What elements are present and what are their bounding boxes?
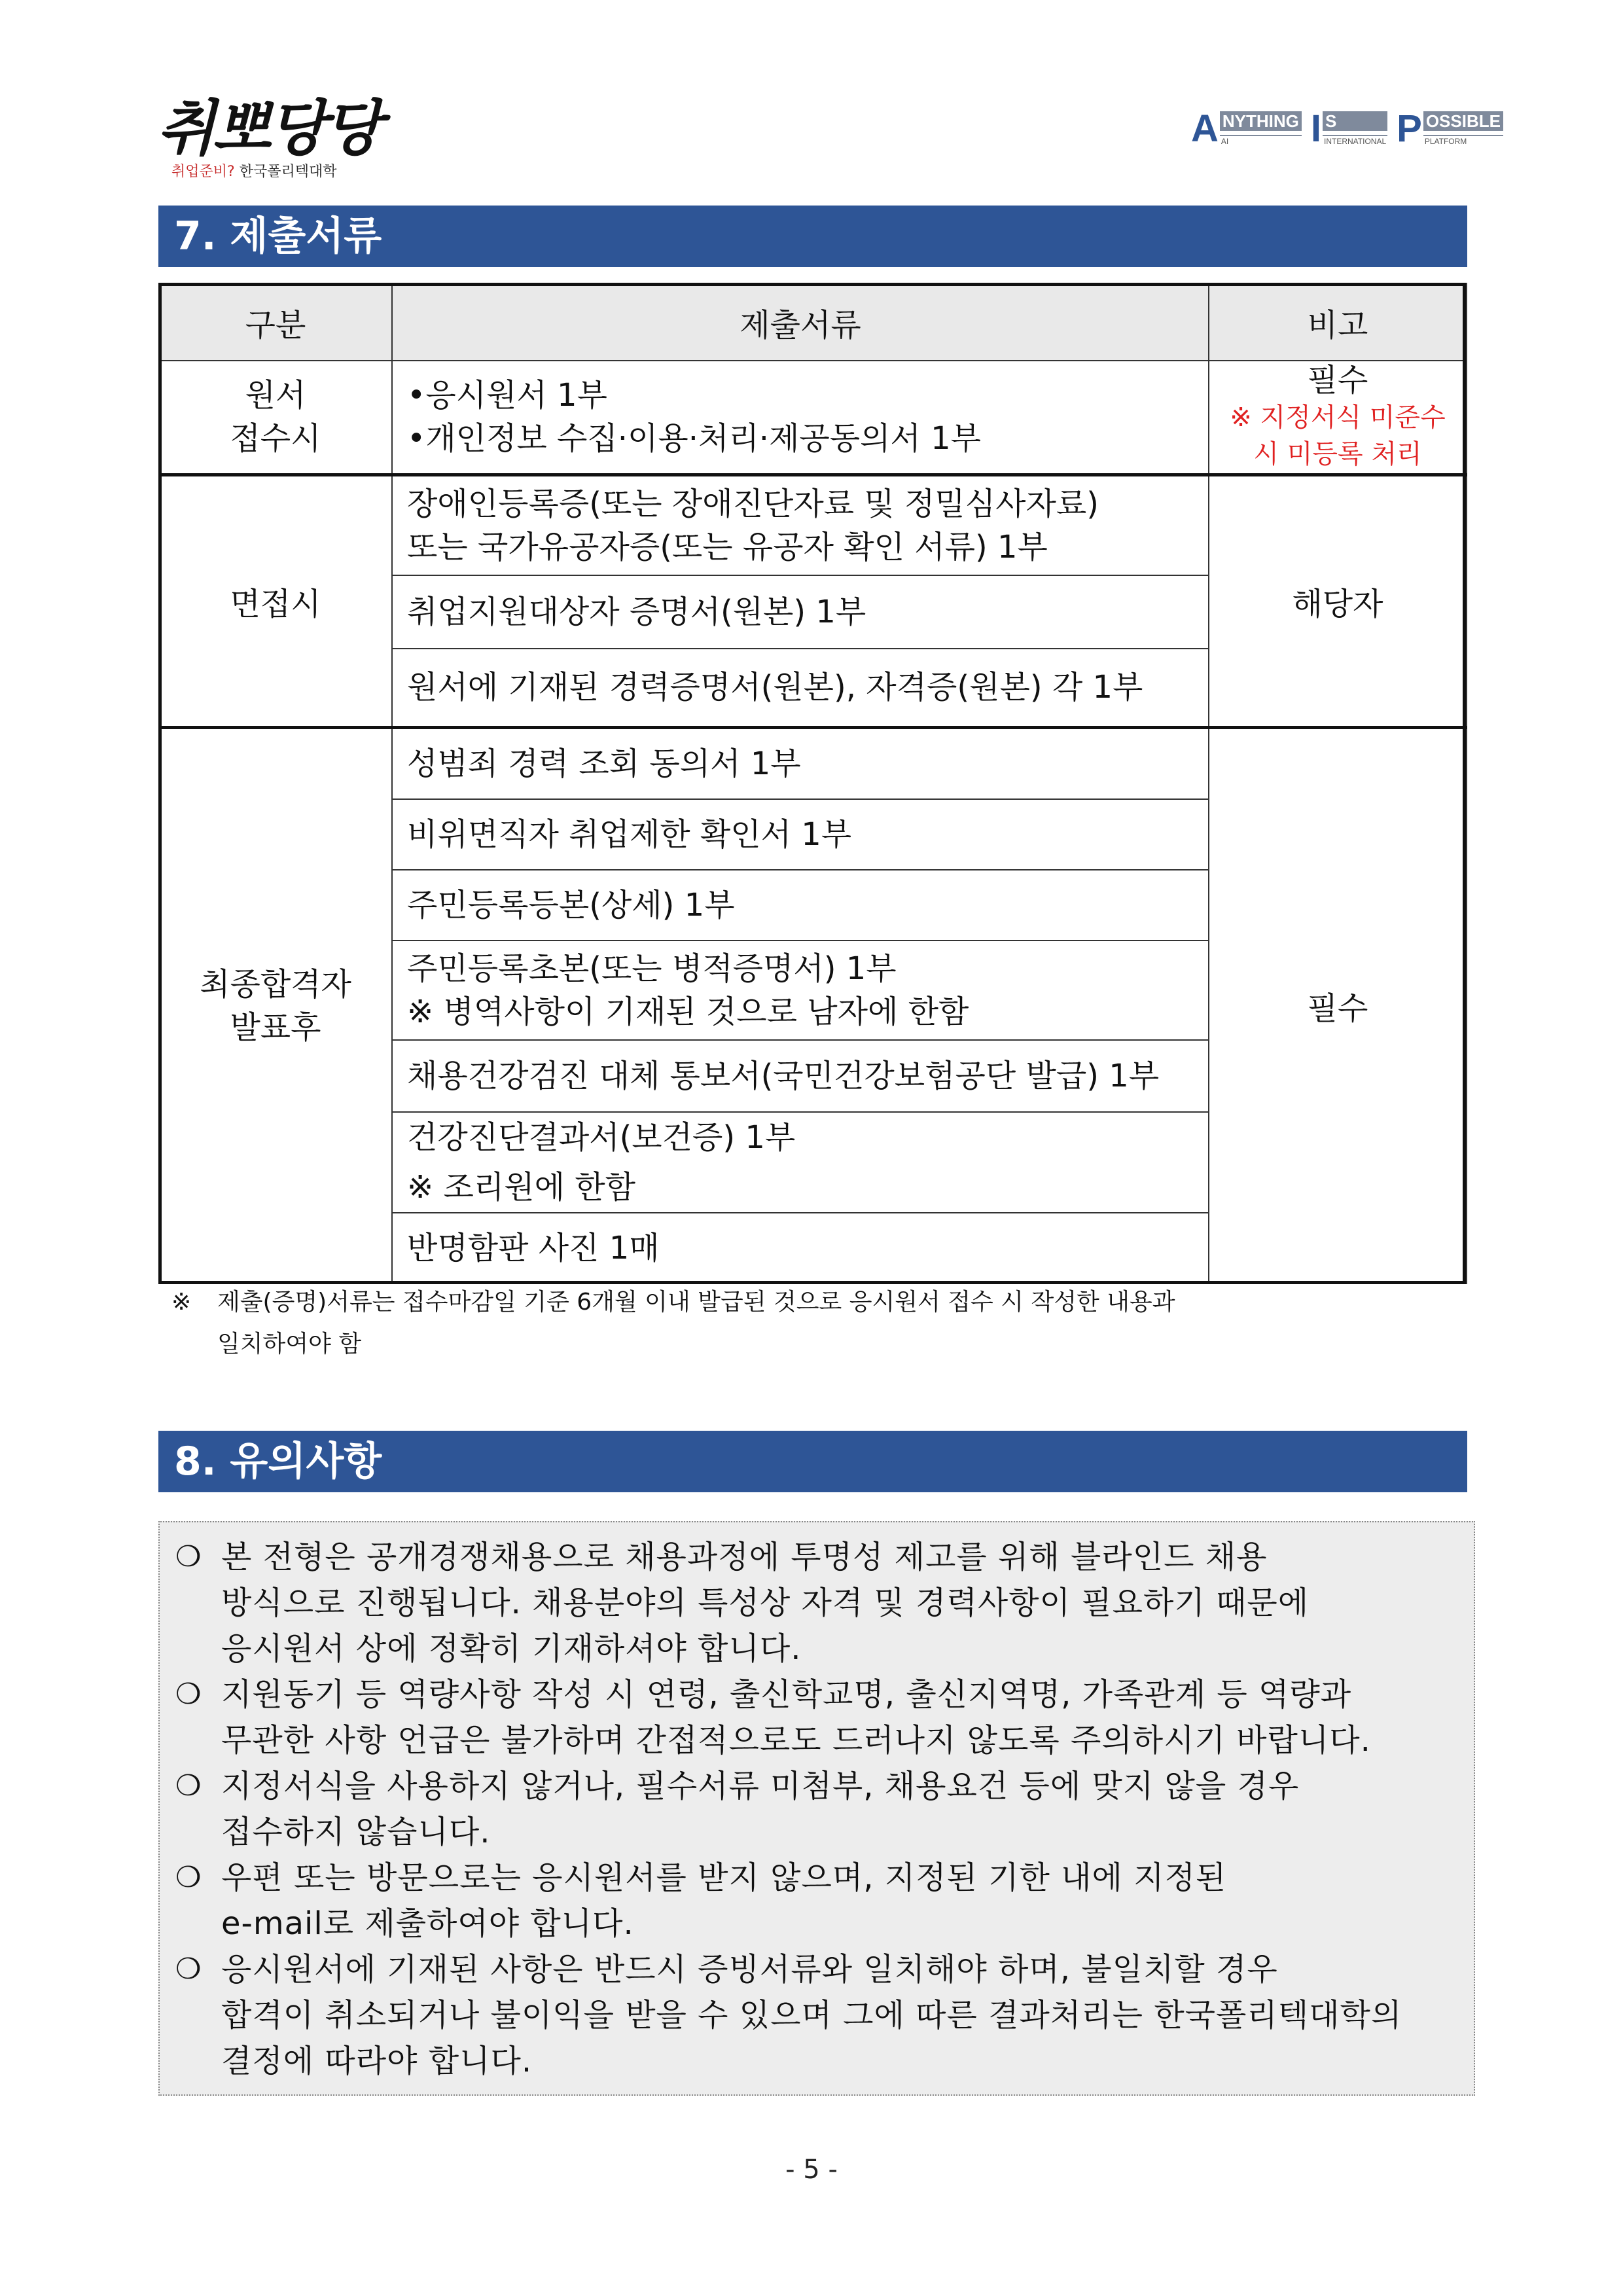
document-cell: 성범죄 경력 조회 동의서 1부: [392, 727, 1209, 799]
notice-line: 응시원서에 기재된 사항은 반드시 증빙서류와 일치해야 하며, 불일치할 경우: [221, 1951, 1278, 1988]
documents-footnote: [171, 1282, 1467, 1365]
notice-line: 접수하지 않습니다.: [221, 1814, 491, 1850]
circle-bullet-icon: ❍: [175, 1861, 202, 1894]
document-line: 주민등록초본(또는 병적증명서) 1부: [407, 950, 897, 987]
document-line: •개인정보 수집·이용·처리·제공동의서 1부: [407, 420, 982, 457]
table-header-row: [159, 283, 1467, 361]
table-row: [159, 361, 1467, 475]
header-category: 구분: [159, 283, 392, 361]
notice-item: [175, 1855, 1458, 1946]
notice-item: [175, 1763, 1458, 1855]
aip-top: S: [1323, 111, 1387, 131]
document-cell: 비위면직자 취업제한 확인서 1부: [392, 799, 1209, 870]
document-cell: [392, 361, 1209, 475]
remark-required: 필수: [1307, 362, 1368, 399]
aip-a: [1191, 107, 1302, 150]
logo: 취뽀당당: [157, 93, 380, 164]
notice-line: 응시원서 상에 정확히 기재하셔야 합니다.: [221, 1630, 802, 1667]
document-cell: 채용건강검진 대체 통보서(국민건강보험공단 발급) 1부: [392, 1040, 1209, 1112]
aip-top: OSSIBLE: [1423, 111, 1503, 131]
document-cell: [392, 941, 1209, 1040]
category-cell: [159, 361, 392, 475]
circle-bullet-icon: ❍: [175, 1952, 202, 1986]
aip-bottom: PLATFORM: [1423, 135, 1503, 147]
circle-bullet-icon: ❍: [175, 1540, 202, 1573]
table-row: [159, 475, 1467, 575]
aip-i: [1310, 107, 1387, 150]
remark-cell: 필수: [1209, 727, 1467, 1283]
document-cell: [392, 475, 1209, 575]
document-line: 건강진단결과서(보건증) 1부: [407, 1119, 796, 1156]
category-cell: 면접시: [159, 475, 392, 727]
table-row: [159, 727, 1467, 799]
circle-bullet-icon: ❍: [175, 1677, 202, 1711]
remark-cell: 해당자: [1209, 475, 1467, 727]
category-cell: [159, 727, 392, 1283]
category-line: 접수시: [230, 420, 321, 457]
aip-top: NYTHING: [1220, 111, 1302, 131]
document-line: 장애인등록증(또는 장애진단자료 및 정밀심사자료): [407, 485, 1099, 522]
notice-line: 결정에 따라야 합니다.: [221, 2043, 533, 2079]
section-title-documents: 7. 제출서류: [158, 206, 1467, 267]
aip-p: [1397, 107, 1503, 150]
section-title-notices: 8. 유의사항: [158, 1431, 1467, 1492]
category-line: 발표후: [230, 1009, 321, 1046]
notices-box: [158, 1521, 1475, 2096]
document-cell: 주민등록등본(상세) 1부: [392, 870, 1209, 941]
aip-letter: P: [1397, 107, 1422, 150]
document-line: •응시원서 1부: [407, 377, 607, 414]
document-cell: 취업지원대상자 증명서(원본) 1부: [392, 575, 1209, 649]
notice-line: 지정서식을 사용하지 않거나, 필수서류 미첨부, 채용요건 등에 맞지 않을 경우: [221, 1768, 1300, 1804]
notice-line: 무관한 사항 언급은 불가하며 간접적으로도 드러나지 않도록 주의하시기 바랍니다.: [221, 1722, 1371, 1759]
notice-line: 지원동기 등 역량사항 작성 시 연령, 출신학교명, 출신지역명, 가족관계 등 역량과: [221, 1676, 1352, 1713]
aip-letter: I: [1310, 107, 1322, 150]
document-cell: [392, 1112, 1209, 1213]
notice-line: 우편 또는 방문으로는 응시원서를 받지 않으며, 지정된 기한 내에 지정된: [221, 1859, 1227, 1896]
remark-warning: ※ 지정서식 미준수: [1230, 403, 1446, 433]
document-line: ※ 조리원에 한함: [407, 1169, 635, 1206]
document-line: 또는 국가유공자증(또는 유공자 확인 서류) 1부: [407, 528, 1048, 565]
notice-item: [175, 1946, 1458, 2084]
aip-logo: [1191, 107, 1503, 151]
logo-sub-org: 한국폴리텍대학: [239, 164, 337, 180]
header-documents: 제출서류: [392, 283, 1209, 361]
aip-bottom: AI: [1220, 135, 1302, 147]
remark-warning: 시 미등록 처리: [1253, 439, 1422, 470]
document-cell: 반명함판 사진 1매: [392, 1213, 1209, 1283]
footnote-line: 일치하여야 함: [217, 1331, 362, 1357]
reference-mark: ※: [171, 1289, 192, 1316]
document-line: ※ 병역사항이 기재된 것으로 남자에 한함: [407, 994, 969, 1030]
notice-line: 방식으로 진행됩니다. 채용분야의 특성상 자격 및 경력사항이 필요하기 때문에: [221, 1585, 1310, 1621]
notice-line: e-mail로 제출하여야 합니다.: [221, 1905, 634, 1942]
header-remarks: 비고: [1209, 283, 1467, 361]
aip-letter: A: [1191, 107, 1219, 150]
aip-bottom: INTERNATIONAL: [1323, 135, 1387, 147]
footnote-text: 제출(증명)서류는 접수마감일 기준 6개월 이내 발급된 것으로 응시원서 접수 시 작성한 내용과: [217, 1289, 1175, 1316]
remark-cell: [1209, 361, 1467, 475]
logo-sub-question: 취업준비?: [171, 164, 235, 180]
footnote-line: [171, 1282, 1467, 1323]
documents-table: [158, 283, 1467, 1284]
category-line: 원서: [245, 377, 306, 414]
page-number: - 5 -: [785, 2155, 838, 2185]
notice-item: [175, 1672, 1458, 1763]
notice-item: [175, 1534, 1458, 1672]
circle-bullet-icon: ❍: [175, 1769, 202, 1803]
notice-line: 본 전형은 공개경쟁채용으로 채용과정에 투명성 제고를 위해 블라인드 채용: [221, 1539, 1268, 1575]
logo-subtitle: [171, 160, 336, 181]
notice-line: 합격이 취소되거나 불이익을 받을 수 있으며 그에 따른 결과처리는 한국폴리텍대학의: [221, 1997, 1402, 2034]
category-line: 최종합격자: [200, 965, 351, 1003]
document-cell: 원서에 기재된 경력증명서(원본), 자격증(원본) 각 1부: [392, 649, 1209, 727]
